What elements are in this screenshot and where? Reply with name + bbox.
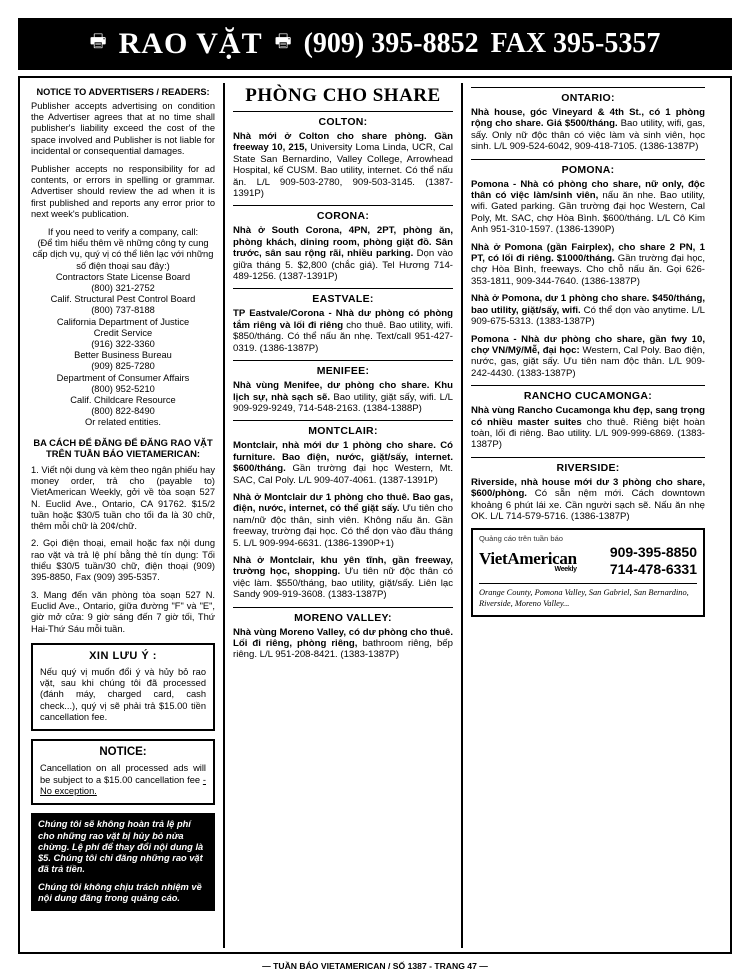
classified-ad [233, 131, 453, 199]
how-to-place-ad-heading: BA CÁCH ĐỂ ĐĂNG ĐỂ ĐĂNG RAO VẶT TRÊN TUẦN BÁO VIETAMERICAN: [33, 436, 213, 460]
column-classifieds-2 [463, 83, 709, 948]
cancellation-notice-box [31, 739, 215, 805]
fax-icon: 🖶 [89, 31, 107, 51]
ad-body: bathroom riêng, bếp riêng. L/L 951-208-8421. (1383-1387P) [233, 638, 453, 661]
classified-ad [233, 308, 453, 354]
classified-ad [233, 380, 453, 414]
verify-heading-vn: (Để tìm hiểu thêm về những công ty cung cấp dịch vụ, quý vị có thể liên lạc với những số điện thoại sau đây:) [32, 238, 214, 271]
masthead-phone: (909) 395-8852 [303, 28, 479, 59]
footer-text: — TUẦN BÁO VIETAMERICAN / SỐ 1387 - TRANG 47 — [262, 961, 488, 971]
advertise-phone-2[interactable]: 714-478-6331 [609, 561, 697, 578]
divider [233, 420, 453, 421]
ad-body: Ưu tiên nữ độc thân có việc làm. $550/tháng, bao utility, giặt/sấy. Liên lạc Sandy 909-919-3608. (1383-1387P) [233, 566, 453, 601]
ad-lead: Pomona - Nhà có phòng cho share, nữ only, độc thân có việc làm/sinh viên, [471, 178, 705, 202]
ad-lead: Montclair, nhà mới dư 1 phòng cho share. Có furniture. Bao điện, nước, giặt/sấy, internet. $600/tháng. [233, 440, 453, 475]
category-menifee: MENIFEE: [316, 365, 370, 378]
category-pomona: POMONA: [561, 163, 615, 176]
masthead-fax: FAX 395-5357 [490, 28, 661, 59]
xin-luu-y-title: XIN LƯU Ý : [89, 649, 157, 662]
column-classifieds-1 [225, 83, 463, 948]
classified-ad [471, 293, 705, 327]
divider [233, 360, 453, 361]
divider [471, 457, 705, 458]
agency-line: (800) 737-8188 [91, 305, 155, 316]
classified-ad [233, 225, 453, 282]
how-to-item-1: 1. Viết nội dung và kèm theo ngân phiếu hay money order, trả cho (payable to) VietAmerican Weekly, gởi về tòa soạn 527 N. Euclid Ave., Ontario, CA 91762. $15/2 tuần hoặc $30/5 tuần cho tối đa là 30 chữ, thêm mỗi chữ là 20¢/chữ. [31, 464, 215, 532]
verify-heading: If you need to verify a company, call: [47, 227, 199, 238]
ad-lead: Nhà ở Montclair, khu yên tĩnh, gần freeway, trường học, shopping. [233, 554, 453, 578]
divider [233, 111, 453, 112]
vietamerican-logo [479, 549, 577, 573]
agency-line: Credit Service [93, 327, 153, 338]
ad-body: Gần trường đại học, chợ Hòa Bình, freeways. Cho chỗ nấu ăn. Gọi 626-353-1811, 909-344-7640. (1386-1387P) [471, 253, 705, 287]
agency-line: (916) 322-3360 [91, 339, 155, 350]
how-to-item-2: 2. Gọi điện thoại, email hoặc fax nội dung rao vặt và trả lệ phí bằng thẻ tín dụng: Tối thiểu $30/5 tuần/30 chữ, điện thoại (909) 395-8850, Fax (909) 395-5357. [31, 538, 215, 583]
classified-ad [233, 627, 453, 661]
agency-line: (800) 321-2752 [91, 283, 155, 294]
classified-ad [471, 334, 705, 380]
masthead-title: RAO VẶT [118, 27, 263, 60]
category-colton: COLTON: [318, 116, 368, 128]
notice-heading: NOTICE TO ADVERTISERS / READERS: [36, 87, 210, 97]
classified-ad [233, 555, 453, 601]
ad-body: Ưu tiên cho nam/nữ độc thân, sinh viên. Không nấu ăn. Gần freeway, trường đại học. Có thể dọn vào đầu tháng 5. L/L 909-994-6631. (1386-1390P+1) [233, 503, 453, 549]
content-frame [18, 76, 732, 954]
ad-body: Bao utility, giặt sấy, wifi. L/L 909-929-9249, 714-548-2163. (1384-1388P) [233, 391, 453, 414]
classified-ad [471, 107, 705, 153]
ad-body: Western, Cal Poly. Bao điện, nước, gas, giặt sấy. Ưu tiên nam độc thân. L/L 909-242-4430. (1383-1387P) [471, 344, 705, 379]
advertise-with-us-box[interactable] [471, 528, 705, 617]
ad-lead: Nhà mới ở Colton cho share phòng. Gần freeway 10, 215, [233, 131, 453, 154]
ad-body: University Loma Linda, UCR, Cal State San Bernardino, Valley College, Arrowhead Hospital, kế CUSM. Bao utility, internet. Có thể nấu ăn. L/L 909-503-2780, 909-503-3145. (1387-1391P) [233, 142, 453, 200]
category-moreno-valley: MORENO VALLEY: [294, 611, 392, 624]
cancellation-notice-title: NOTICE: [99, 746, 147, 759]
category-montclair: MONTCLAIR: [308, 425, 378, 438]
agency-line: Or related entities. [85, 417, 161, 428]
ad-body: nấu ăn nhe. Bao utility, wifi. Gated parking. Gần trường đại học Western, Cal Poly, Mt. SAC, chợ Hòa Bình. $600/tháng. L/L Cô Kim Anh 951-310-1597. (1386-1390P) [471, 190, 706, 236]
agency-line: (909) 825-7280 [91, 361, 155, 372]
page-footer [12, 961, 738, 971]
agency-line: (800) 822-8490 [91, 406, 155, 417]
refund-policy-box [31, 813, 215, 911]
divider [233, 607, 453, 608]
agency-line: California Department of Justice [56, 316, 190, 327]
agency-line: Calif. Childcare Resource [70, 395, 176, 406]
agency-line: Better Business Bureau [74, 350, 172, 361]
coverage-area-text: Orange County, Pomona Valley, San Gabriel, San Bernardino, Riverside, Moreno Valley... [479, 583, 697, 609]
classified-ad [471, 242, 705, 288]
divider [471, 87, 705, 88]
divider [471, 385, 705, 386]
ad-lead: Pomona - Nhà dư phòng cho share, gần fwy 10, chợ VN/Mỹ/Mễ, đại học: [471, 333, 705, 356]
divider [233, 205, 453, 206]
advertise-phone-1[interactable]: 909-395-8850 [609, 544, 697, 561]
agency-line: Contractors State License Board [55, 271, 191, 282]
publisher-responsibility-text: Publisher accepts no responsibility for ad contents, or errors in spelling or grammar. Advertiser should review the ad when it is first published and reports any error prior to next week's publication. [31, 164, 215, 219]
ad-lead: Nhà ở Pomona, dư 1 phòng cho share. $450/tháng, bao utility, giặt/sấy, wifi. [471, 293, 705, 316]
ad-lead: Nhà ở Pomona (gần Fairplex), cho share 2 PN, 1 PT, có lối đi riêng. $1000/tháng. [471, 241, 705, 265]
ad-lead: Nhà house, góc Vineyard & 4th St., có 1 phòng rộng cho share. Giá $500/tháng. [471, 107, 705, 130]
ad-lead: Nhà ở Montclair dư 1 phòng cho thuê. Bao gas, điện, nước, internet, có thể giặt sấy. [233, 491, 453, 515]
ad-lead: Riverside, nhà house mới dư 3 phòng cho share, $600/phòng. [471, 476, 705, 500]
refund-policy-text: Chúng tôi sẽ không hoàn trả lệ phí cho những rao vặt bị hủy bỏ nửa chừng. Lệ phí để thay đổi nội dung là $5. Chúng tôi chỉ đăng những rao vặt đã trả tiền. [38, 819, 204, 875]
advertise-label: Quảng cáo trên tuần báo [479, 534, 564, 544]
agency-line: Calif. Structural Pest Control Board [50, 294, 196, 305]
category-corona: CORONA: [316, 210, 370, 223]
ad-lead: Nhà ở South Corona, 4PN, 2PT, phòng ăn, phòng khách, dining room, phòng giặt đồ. Sân trước, sân sau rộng rãi, nhiều parking. [233, 225, 453, 260]
classified-ad [471, 405, 705, 451]
category-rancho-cucamonga: RANCHO CUCAMONGA: [523, 390, 653, 403]
section-title: PHÒNG CHO SHARE [245, 85, 441, 106]
category-ontario: ONTARIO: [561, 92, 615, 104]
divider [471, 159, 705, 160]
divider [233, 288, 453, 289]
brand-name: VietAmerican [479, 549, 577, 569]
agency-line: (800) 952-5210 [91, 383, 155, 394]
xin-luu-y-box [31, 643, 215, 731]
column-notices [25, 83, 225, 948]
liability-disclaimer-text: Chúng tôi không chịu trách nhiệm về nội dung đăng trong quảng cáo. [38, 881, 202, 903]
ad-body: cho thuê. Bao utility, wifi. $850/tháng. Có thể nấu ăn nhẹ. Text/call 951-427-0319. (1386-1387P) [233, 319, 453, 354]
ad-body: Có sẵn nệm mới. Cách downtown khoảng 6 phút lái xe. Cần người sạch sẽ. Nấu ăn nhẹ OK. L/L 714-579-5716. (1386-1387P) [471, 488, 705, 522]
category-riverside: RIVERSIDE: [556, 461, 620, 474]
ad-body: cho thuê. Riêng biệt hoàn toàn, lối đi riêng. Bao utility. L/L 909-999-6869. (1383-1387P) [471, 416, 706, 451]
fax-icon: 🖶 [274, 31, 292, 51]
publisher-liability-text: Publisher accepts advertising on condition the Advertiser agrees that at no time shall publisher's liability exceed the cost of the space involved and Publisher is not liable for incidental or consequential damages. [31, 101, 215, 156]
ad-body: Gần trường đại học Western, Mt. SAC, Cal Poly. L/L 909-407-4061. (1387-1391P) [233, 463, 453, 486]
ad-body: Dọn vào giữa tháng 5. $2,800 (chắc giá). Tel Hương 714-489-1256. (1387-1391P) [233, 248, 453, 283]
brand-subtitle: Weekly [554, 566, 577, 574]
xin-luu-y-body: Nếu quý vị muốn đổi ý và hủy bỏ rao vặt, sau khi chúng tôi đã processed (đánh máy, charged card, cash check...), quý vị sẽ phải trả $15.00 tiền cancellation fee. [40, 666, 206, 723]
classified-ad [233, 440, 453, 486]
how-to-item-3: 3. Mang đến văn phòng tòa soạn 527 N. Euclid Ave., Ontario, giữa đường "F" và "E", giờ mở cửa: 9 giờ sáng đến 7 giờ tối, Thứ Hai-Thứ Sáu mỗi tuần. [31, 589, 215, 634]
category-eastvale: EASTVALE: [312, 293, 374, 306]
ad-lead: Nhà vùng Moreno Valley, có dư phòng cho thuê. Lối đi riêng, phòng riêng, [233, 626, 453, 649]
cancellation-notice-exception: - No exception. [40, 774, 206, 796]
masthead [18, 18, 732, 70]
ad-lead: Nhà vùng Menifee, dư phòng cho share. Khu lịch sự, nhà sạch sẽ. [233, 380, 453, 403]
classified-ad [233, 492, 453, 549]
cancellation-notice-body: Cancellation on all processed ads will be subject to a $15.00 cancellation fee [40, 763, 206, 785]
classified-ad [471, 179, 705, 236]
agency-line: Department of Consumer Affairs [56, 372, 190, 383]
ad-lead: TP Eastvale/Corona - Nhà dư phòng có phòng tắm riêng và lối đi riêng [233, 308, 453, 331]
classified-ad [471, 477, 705, 523]
ad-lead: Nhà vùng Rancho Cucamonga khu đẹp, sang trọng có nhiều master suites [471, 405, 705, 428]
ad-body: Có thể dọn vào anytime. L/L 909-675-5313. (1383-1387P) [471, 304, 706, 328]
ad-body: Bao utility, wifi, gas, sấy. Only nữ độc thân có việc làm và sinh viên, học sinh. L/L 909-524-6042, 909-418-7105. (1386-1387P) [471, 118, 705, 153]
